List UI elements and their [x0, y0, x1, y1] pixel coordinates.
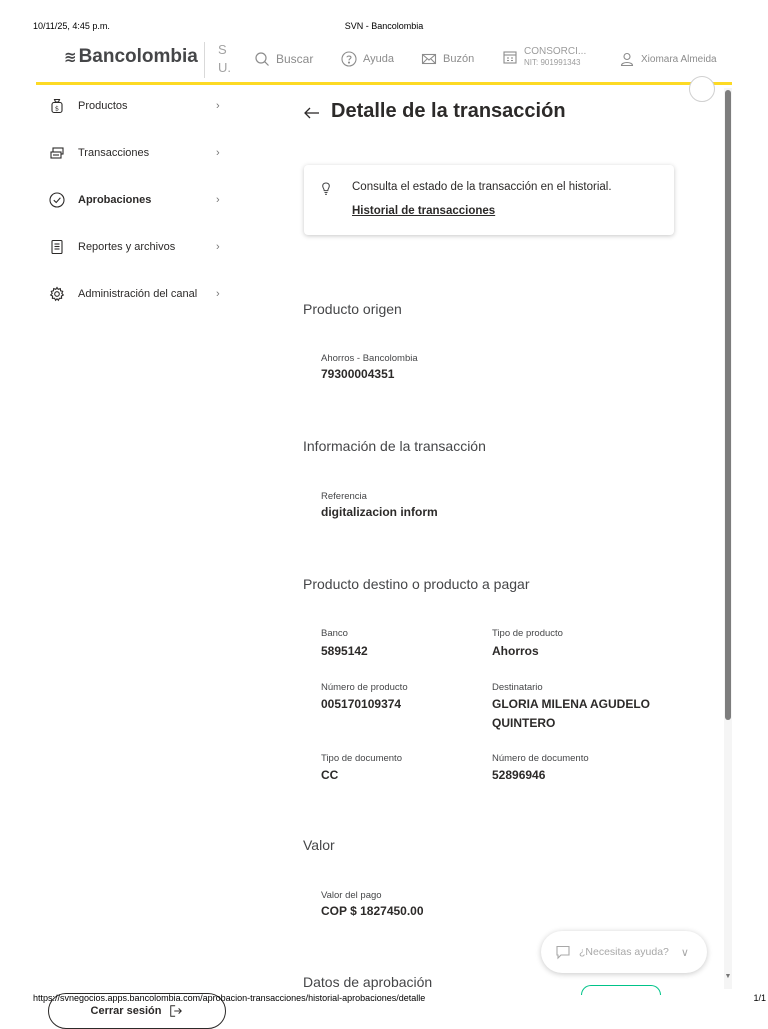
reference-label: Referencia [321, 491, 367, 502]
bancolombia-logo-icon: ≋ [64, 49, 75, 66]
print-header [0, 0, 768, 34]
help-icon [341, 51, 357, 67]
help-button[interactable] [341, 51, 394, 67]
mail-icon [421, 51, 437, 67]
sidebar-item-label: Administración del canal [78, 288, 198, 300]
user-menu[interactable] [619, 51, 717, 67]
section-title-transaction: Información de la transacción [303, 438, 486, 454]
user-icon [619, 51, 635, 67]
search-button[interactable] [254, 51, 313, 67]
product-number-value: 005170109374 [321, 697, 402, 711]
origin-account-number: 79300004351 [321, 367, 395, 381]
help-label: Ayuda [363, 53, 394, 65]
recipient-value-line1: GLORIA MILENA AGUDELO [492, 697, 650, 711]
header-divider [204, 42, 205, 78]
scroll-down-arrow-icon[interactable]: ▼ [724, 973, 732, 980]
partial-green-button[interactable] [581, 985, 661, 995]
chevron-right-icon: › [216, 194, 220, 206]
sidebar-item-label: Transacciones [78, 147, 150, 159]
scrollbar[interactable] [724, 88, 732, 989]
section-title-destination: Producto destino o producto a pagar [303, 576, 530, 592]
logout-label: Cerrar sesión [90, 1005, 162, 1017]
sidebar-item-label: Reportes y archivos [78, 241, 176, 253]
user-name: Xiomara Almeida [641, 53, 717, 65]
brand-name: Bancolombia [78, 46, 198, 67]
sidebar-item-productos[interactable] [48, 91, 236, 121]
amount-label: Valor del pago [321, 890, 382, 901]
logout-icon [169, 1004, 183, 1018]
mailbox-button[interactable] [421, 51, 474, 67]
company-selector[interactable] [502, 46, 586, 68]
back-arrow-icon[interactable] [303, 104, 321, 122]
doc-number-value: 52896946 [492, 768, 546, 782]
svg-text:$: $ [54, 104, 60, 113]
amount-value: COP $ 1827450.00 [321, 904, 424, 918]
print-page-number: 1/1 [753, 993, 766, 1003]
company-nit: NIT: 901991343 [524, 58, 581, 67]
lightbulb-icon [320, 182, 332, 196]
help-chat-widget[interactable] [541, 931, 707, 973]
print-url: https://svnegocios.apps.bancolombia.com/aprobacion-transacciones/historial-aprobaciones/detalle [33, 993, 426, 1003]
sidebar-item-label: Productos [78, 100, 128, 112]
doc-type-label: Tipo de documento [321, 753, 402, 764]
gear-icon [48, 285, 66, 303]
section-title-approval: Datos de aprobación [303, 974, 433, 990]
building-icon [502, 49, 518, 65]
main-content [236, 88, 726, 989]
info-card [304, 165, 674, 235]
doc-type-value: CC [321, 768, 339, 782]
sidebar-item-administracion[interactable] [48, 279, 236, 309]
sidebar-item-aprobaciones[interactable] [48, 185, 236, 215]
chevron-right-icon: › [216, 100, 220, 112]
search-label: Buscar [276, 52, 314, 66]
print-title: SVN - Bancolombia [344, 21, 424, 31]
product-type-value: Ahorros [492, 644, 539, 658]
section-title-amount: Valor [303, 837, 335, 853]
money-bag-icon [48, 97, 66, 115]
print-datetime: 10/11/25, 4:45 p.m. [33, 21, 110, 31]
bank-value: 5895142 [321, 644, 368, 658]
recipient-value-line2: QUINTERO [492, 716, 556, 730]
sidebar-item-label: Aprobaciones [78, 194, 152, 206]
product-number-label: Número de producto [321, 682, 408, 693]
info-message: Consulta el estado de la transacción en el historial. [352, 181, 612, 193]
mailbox-label: Buzón [443, 53, 475, 65]
chevron-down-icon: ∨ [680, 946, 689, 959]
chevron-right-icon: › [216, 241, 220, 253]
bancolombia-logo[interactable] [64, 46, 198, 68]
help-chat-label: ¿Necesitas ayuda? [579, 946, 669, 958]
doc-number-label: Número de documento [492, 753, 589, 764]
chevron-right-icon: › [216, 288, 220, 300]
reference-value: digitalizacion inform [321, 505, 438, 519]
transactions-icon [48, 144, 66, 162]
search-icon [254, 51, 270, 67]
page-title: Detalle de la transacción [331, 100, 566, 122]
scrollbar-thumb[interactable] [725, 90, 731, 720]
top-bar [36, 35, 732, 85]
bank-label: Banco [321, 628, 348, 639]
user-initials[interactable]: S U. [218, 42, 231, 75]
recipient-label: Destinatario [492, 682, 543, 693]
origin-account-type: Ahorros - Bancolombia [321, 353, 418, 364]
company-name: CONSORCI... [524, 46, 587, 57]
chat-icon [555, 944, 571, 960]
section-title-origin: Producto origen [303, 301, 402, 317]
product-type-label: Tipo de producto [492, 628, 563, 639]
history-link[interactable]: Historial de transacciones [352, 205, 496, 217]
chevron-right-icon: › [216, 147, 220, 159]
check-circle-icon [48, 191, 66, 209]
floating-circle-button[interactable] [689, 76, 715, 102]
document-icon [48, 238, 66, 256]
sidebar-item-reportes[interactable] [48, 232, 236, 262]
sidebar-item-transacciones[interactable] [48, 138, 236, 168]
